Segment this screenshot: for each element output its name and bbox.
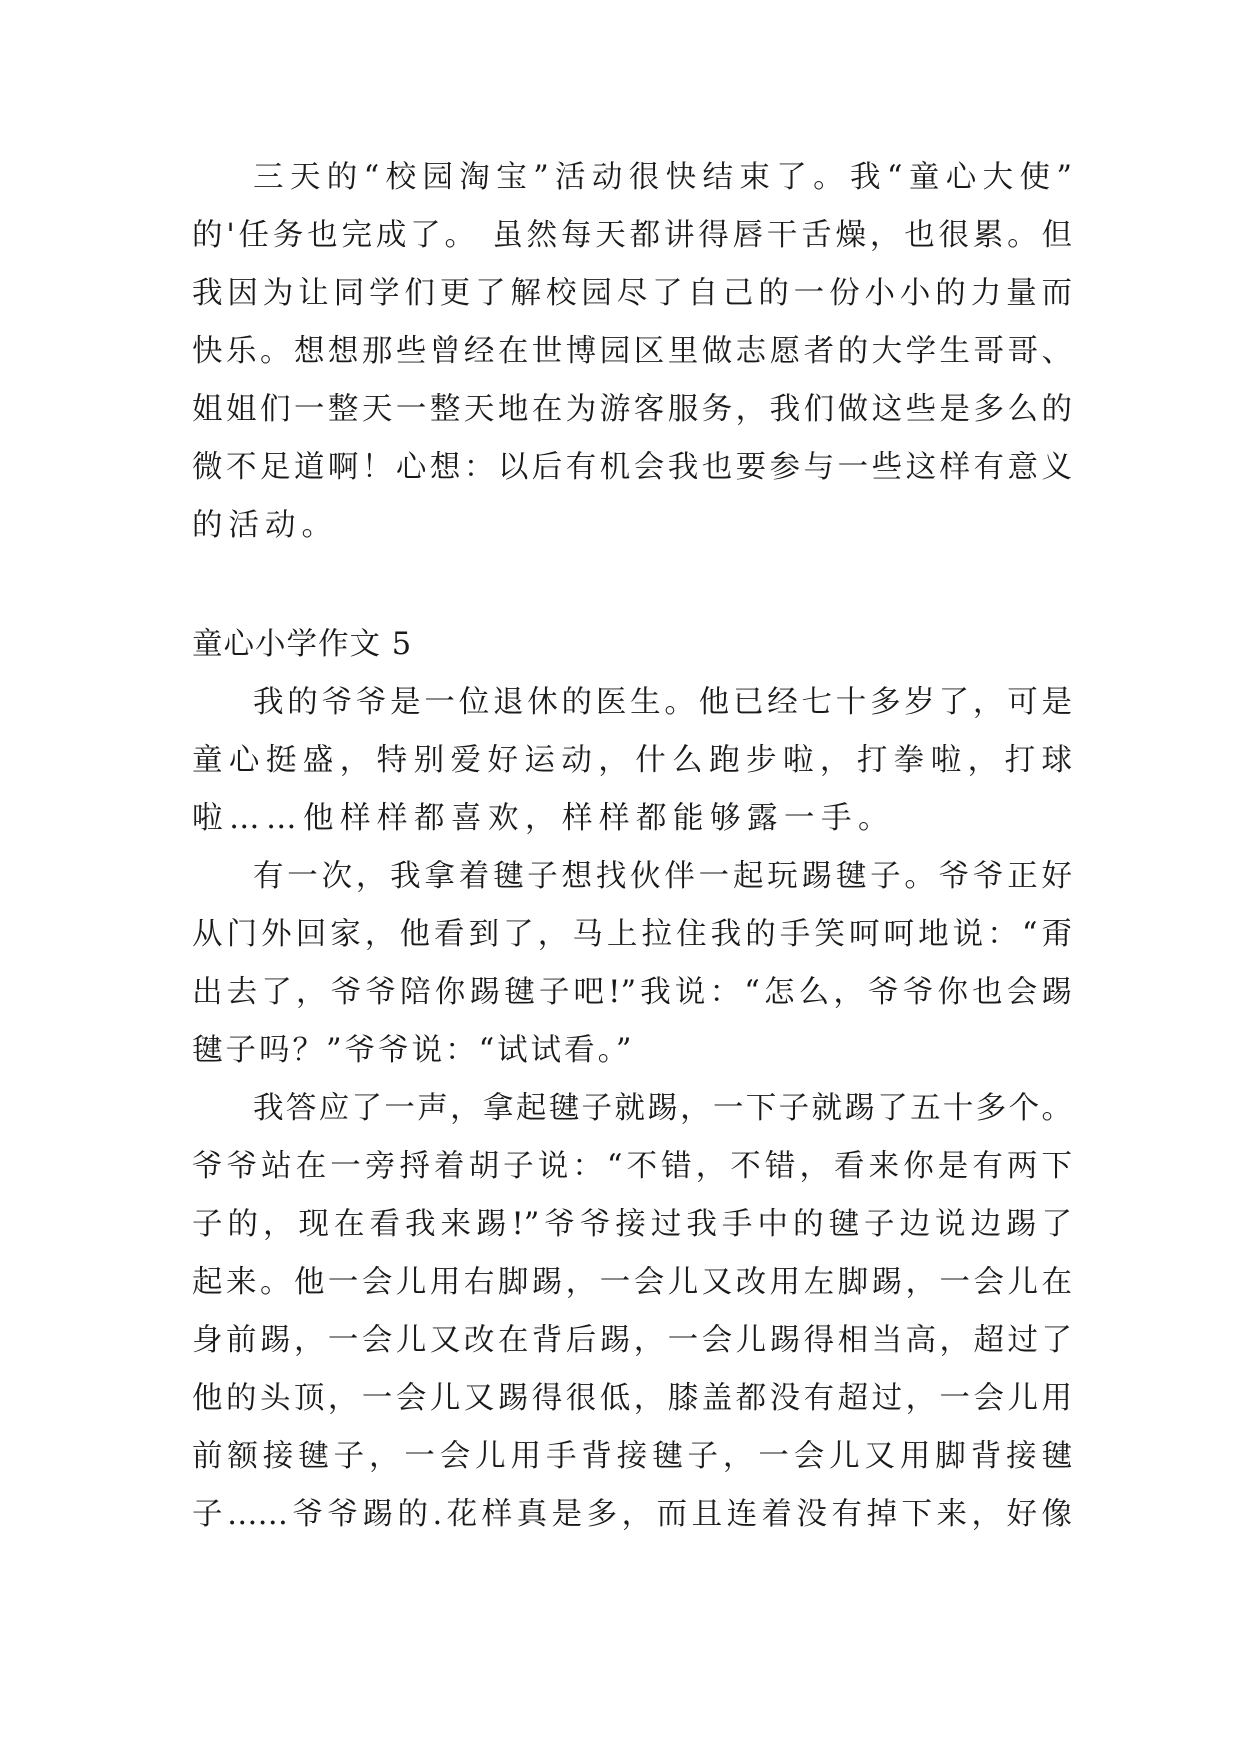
paragraph-line: 子……爷爷踢的.花样真是多，而且连着没有掉下来，好像 [192, 1497, 1072, 1532]
paragraph-line: 有一次，我拿着毽子想找伙伴一起玩踢毽子。爷爷正好 [253, 859, 1072, 894]
paragraph-line: 从门外回家，他看到了，马上拉住我的手笑呵呵地说：“甭 [192, 917, 1072, 952]
paragraph-line: 姐姐们一整天一整天地在为游客服务，我们做这些是多么的 [192, 392, 1072, 427]
paragraph-line: 三天的“校园淘宝”活动很快结束了。我“童心大使” [253, 160, 1072, 195]
paragraph-line: 子的，现在看我来踢!”爷爷接过我手中的毽子边说边踢了 [192, 1207, 1072, 1242]
paragraph-line: 我答应了一声，拿起毽子就踢，一下子就踢了五十多个。 [253, 1091, 1072, 1126]
paragraph-line: 快乐。想想那些曾经在世博园区里做志愿者的大学生哥哥、 [192, 334, 1072, 369]
paragraph-line: 前额接毽子，一会儿用手背接毽子，一会儿又用脚背接毽 [192, 1439, 1072, 1474]
paragraph-line: 啦……他样样都喜欢，样样都能够露一手。 [192, 801, 895, 836]
paragraph-line: 他的头顶，一会儿又踢得很低，膝盖都没有超过，一会儿用 [192, 1381, 1072, 1416]
paragraph-line: 我的爷爷是一位退休的医生。他已经七十多岁了，可是 [253, 685, 1072, 720]
paragraph-line: 爷爷站在一旁捋着胡子说：“不错，不错，看来你是有两下 [192, 1149, 1072, 1184]
paragraph-line: 起来。他一会儿用右脚踢，一会儿又改用左脚踢，一会儿在 [192, 1265, 1072, 1300]
paragraph-line: 的活动。 [192, 508, 338, 543]
paragraph-line: 毽子吗？”爷爷说：“试试看。” [192, 1033, 635, 1068]
paragraph-line: 身前踢，一会儿又改在背后踢，一会儿踢得相当高，超过了 [192, 1323, 1072, 1358]
paragraph-line: 出去了，爷爷陪你踢毽子吧!”我说：“怎么，爷爷你也会踢 [192, 975, 1072, 1010]
essay-title: 童心小学作文 5 [192, 627, 413, 662]
paragraph-line: 微不足道啊！心想：以后有机会我也要参与一些这样有意义 [192, 450, 1072, 485]
paragraph-line: 童心挺盛，特别爱好运动，什么跑步啦，打拳啦，打球 [192, 743, 1072, 778]
paragraph-line: 我因为让同学们更了解校园尽了自己的一份小小的力量而 [192, 276, 1072, 311]
paragraph-line: 的'任务也完成了。 虽然每天都讲得唇干舌燥，也很累。但 [192, 218, 1072, 253]
